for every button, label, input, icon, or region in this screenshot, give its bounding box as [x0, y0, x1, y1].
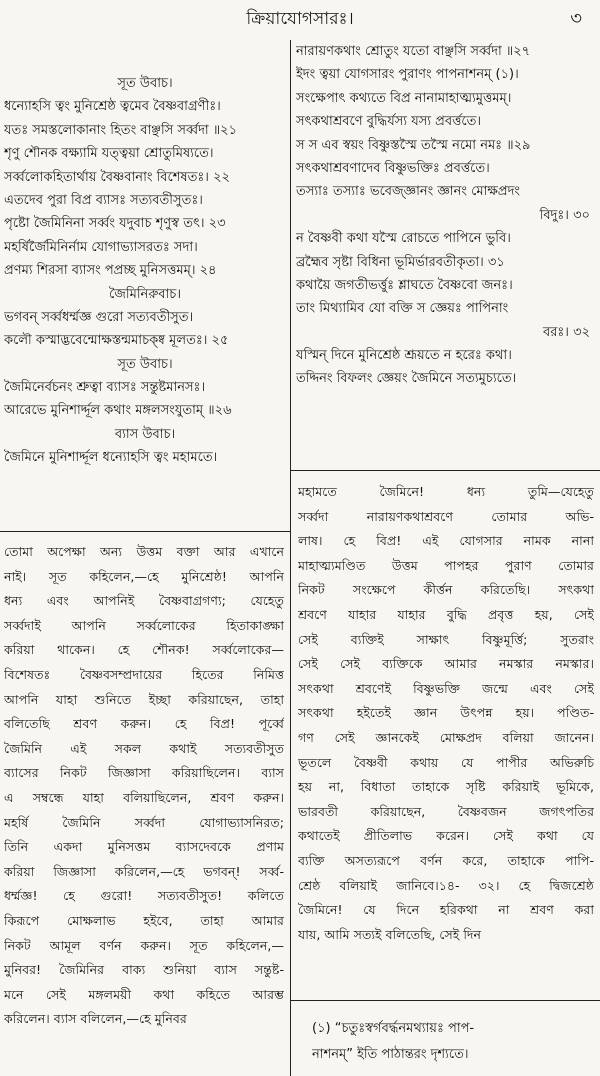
- translation-line: নিকট সংক্ষেপে কীর্ত্তন করিতেছি। সৎকথা: [298, 582, 594, 598]
- translation-line: সৎকথা হইতেই জ্ঞান উৎপন্ন হয়। পণ্ডিত-: [298, 705, 594, 721]
- translation-line: ভূতলে বৈষ্ণবী কথায় যে পাপীর অভিরুচি: [298, 754, 594, 770]
- translation-line: ব্যাসের নিকট জিজ্ঞাসা করিয়াছিলেন। ব্যাস: [4, 765, 284, 781]
- verse-line: ভগবন্‌ সর্ব্বধর্ম্মজ্ঞ গুরো সত্যবতীসুত।: [4, 309, 194, 325]
- verse-line: সূত উবাচ।: [117, 356, 173, 372]
- right-verse-block: [296, 40, 596, 465]
- verse-line: কথায়ৈ জগতীভর্ত্তুঃ শ্লাঘতে বৈষ্ণবো জনঃ।: [296, 277, 513, 293]
- verse-line: জৈমিনের্বচনং শ্রুত্বা ব্যাসঃ সন্তুষ্টমানসঃ।: [4, 380, 206, 396]
- verse-line: শৃণু শৌনক বক্ষ্যামি যত্ত্বয়া শ্রোতুমিষ্যতে।: [4, 146, 214, 162]
- verse-line: সৎকথাশ্রবণে বুদ্ধির্যস্য যস্য প্রবর্ত্ততে।: [296, 114, 482, 130]
- translation-line: কিরূপে মোক্ষলাভ হইবে, তাহা আমার: [4, 912, 284, 928]
- verse-line: তদ্দিনং বিফলং জ্ঞেয়ং জৈমিনে সত্যমুচ্যতে।: [296, 371, 517, 387]
- left-verse-block: [4, 72, 286, 522]
- verse-line: আরেভে মুনিশার্দ্দূল কথাং মঙ্গলসংযুতাম্‌ ॥২৬: [4, 403, 232, 419]
- translation-line: করিয়া জিজ্ঞাসা করিলেন,—হে ভগবন্‌! সর্ব্ব-: [4, 863, 284, 879]
- verse-line: এতদেব পুরা বিপ্র ব্যাসঃ সত্যবতীসুতঃ।: [4, 192, 203, 208]
- verse-line: তাং মিথ্যামিব যো বক্তি স জ্ঞেয়ঃ পাপিনাং: [296, 301, 509, 317]
- translation-line: মহামতে জৈমিনে! ধন্য তুমি—যেহেতু: [298, 484, 594, 499]
- translation-line: যায়, আমি সত্যই বলিতেছি, সেই দিন: [298, 926, 482, 942]
- translation-line: গণ সেই জ্ঞানকেই মোক্ষপ্রদ বলিয়া জানেন।: [298, 729, 594, 745]
- left-translation-block: [4, 540, 284, 1076]
- right-section-divider: [290, 470, 600, 471]
- column-divider: [290, 40, 291, 1076]
- page-header: [0, 0, 600, 36]
- verse-line: সৎকথাশ্রবণাদেব বিষ্ণুভক্তিঃ প্রবর্ত্ততে।: [296, 160, 490, 176]
- verse-line: বরঃ। ৩২: [542, 324, 590, 340]
- page-title: ক্রিয়াযোগসারঃ।: [246, 9, 354, 29]
- verse-line: সংক্ষেপাৎ কথ্যতে বিপ্র নানামাহাত্ম্যমুত্তমম্‌।: [296, 90, 512, 106]
- translation-line: ব্যক্তি অসত্যরূপে বর্ণন করে, তাহাকে পাপি-: [298, 852, 594, 868]
- verse-line: ব্যাস উবাচ।: [114, 426, 176, 442]
- translation-line: বলিতেছি শ্রবণ করুন। হে বিপ্র! পূর্ব্বে: [4, 716, 284, 732]
- footnote: [312, 1016, 596, 1074]
- translation-line: ধর্ম্মজ্ঞ! হে গুরো! সত্যবতীসুত! কলিতে: [4, 888, 284, 904]
- translation-line: সর্ব্বদা নারায়ণকথাশ্রবণে তোমার অভি-: [298, 508, 594, 524]
- translation-line: মনে সেই মঙ্গলময়ী কথা কহিতে আরম্ভ: [4, 986, 284, 1002]
- verse-line: ধন্যোহসি ত্বং মুনিশ্রেষ্ঠ ত্বমেব বৈষ্ণবাগ্রণীঃ।: [4, 99, 221, 115]
- translation-line: লাষ। হে বিপ্র! এই যোগসার নামক নানা: [298, 533, 594, 549]
- translation-line: তিনি একদা মুনিসত্তম ব্যাসদেবকে প্রণাম: [4, 839, 284, 855]
- verse-line: নারায়ণকথাং শ্রোতুং যতো বাঞ্ছসি সর্ব্বদা ॥২৭: [296, 44, 531, 59]
- right-translation-block: [298, 480, 594, 996]
- translation-line: আপনি যাহা শুনিতে ইচ্ছা করিয়াছেন, তাহা: [4, 691, 284, 707]
- translation-line: সর্ব্বদাই আপনি সর্ব্বলোকের হিতাকাঙ্ক্ষা: [4, 617, 284, 633]
- translation-line: জৈমিনি এই সকল কথাই সত্যবতীসুত: [4, 740, 284, 756]
- verse-line: সূত উবাচ।: [117, 76, 173, 91]
- verse-line: ন বৈষ্ণবী কথা যস্মৈ রোচতে পাপিনে ভুবি।: [296, 231, 511, 247]
- footnote-line: নাশনম্‌” ইতি পাঠান্তরং দৃশ্যতে।: [312, 1047, 469, 1062]
- verse-line: বিদুঃ। ৩০: [539, 207, 590, 223]
- verse-line: কলৌ কস্মাদ্ভবেন্মোক্ষস্তন্মমাচক্ষ্ব মূলতঃ। ২৫: [4, 333, 229, 349]
- translation-line: নিকট আমূল বর্ণন করুন। সূত কহিলেন,—: [4, 937, 284, 953]
- translation-line: হয় না, বিধাতা তাহাকে সৃষ্টি করিয়াই ভূমিকে,: [298, 779, 594, 795]
- translation-line: মুনিবর! জৈমিনির বাক্য শুনিয়া ব্যাস সন্তুষ্ট-: [4, 962, 284, 978]
- verse-line: মহর্ষির্জৈমিনির্নাম যোগাভ্যাসরতঃ সদা।: [4, 239, 198, 255]
- translation-line: শ্রেষ্ঠ বলিয়াই জানিবে।১৪- ৩২। হে দ্বিজশ্রেষ্ঠ: [298, 877, 594, 893]
- footnote-line: (১) “চতুঃস্বর্গবর্দ্ধনমথ্যায়ঃ পাপ-: [312, 1021, 475, 1036]
- translation-line: নাই। সূত কহিলেন,—হে মুনিশ্রেষ্ঠ! আপনি: [4, 568, 284, 584]
- verse-line: যতঃ সমস্তলোকানাং হিতং বাঞ্ছসি সর্ব্বদা ॥২১: [4, 122, 238, 138]
- verse-line: পৃষ্টো জৈমিনিনা সর্ব্বং যদুবাচ শৃণুস্ব তৎ। ২৩: [4, 216, 226, 232]
- verse-line: ব্রহ্মৈব সৃষ্টা বিধিনা ভূমির্ভারবতীকৃতা। ৩১: [296, 254, 505, 270]
- translation-line: কথাতেই প্রীতিলাভ করেন। সেই কথা যে: [298, 828, 594, 844]
- verse-line: জৈমিনিরুবাচ।: [109, 286, 181, 302]
- translation-line: মহর্ষি জৈমিনি সর্ব্বদা যোগাভ্যাসনিরত;: [4, 814, 284, 830]
- footnote-divider: [290, 1000, 600, 1001]
- translation-line: করিয়া থাকেন। হে শৌনক! সর্ব্বলোকের—: [4, 642, 284, 658]
- verse-line: সর্ব্বলোকহিতার্থায় বৈষ্ণবানাং বিশেষতঃ। ২২: [4, 169, 230, 185]
- left-section-divider: [0, 531, 290, 532]
- translation-line: ভারবতী করিয়াছেন, বৈষ্ণবজন জগৎপতির: [298, 803, 594, 819]
- translation-line: সৎকথা শ্রবণেই বিষ্ণুভক্তি জন্মে এবং সেই: [298, 680, 594, 696]
- verse-line: প্রণম্য শিরসা ব্যাসং পপ্রচ্ছ মুনিসত্তমম্‌। ২৪: [4, 263, 217, 279]
- translation-line: করিলেন। ব্যাস বলিলেন,—হে মুনিবর: [4, 1011, 187, 1027]
- verse-line: জৈমিনে মুনিশার্দ্দূল ধন্যোহসি ত্বং মহামতে।: [4, 450, 218, 466]
- translation-line: সেই সেই ব্যক্তিকে আমার নমস্কার নমস্কার।: [298, 656, 594, 672]
- verse-line: ইদং ত্বয়া যোগসারং পুরাণং পাপনাশনম্‌ (১)।: [296, 67, 519, 83]
- verse-line: তস্যাঃ তস্যাঃ ভবেজ্জ্ঞানং জ্ঞানং মোক্ষপ্রদং: [296, 184, 520, 200]
- translation-line: শ্রবণে যাহার যাহার বুদ্ধি প্রবৃত্ত হয়, সেই: [298, 606, 594, 622]
- page-number: ৩: [570, 8, 582, 29]
- translation-line: ধন্য এবং আপনিই বৈষ্ণবাগ্রগণ্য; যেহেতু: [4, 593, 284, 609]
- translation-line: সেই ব্যক্তিই সাক্ষাৎ বিষ্ণুমূর্ত্তি; সুতরাং: [298, 631, 594, 647]
- verse-line: স স এব স্বয়ং বিষ্ণুস্তস্মৈ তস্মৈ নমো নমঃ ॥২৯: [296, 137, 531, 153]
- translation-line: জৈমিনে! যে দিনে হরিকথা না শ্রবণ করা: [298, 902, 594, 918]
- translation-line: তোমা অপেক্ষা অন্য উত্তম বক্তা আর এখানে: [4, 544, 284, 559]
- translation-line: বিশেষতঃ বৈষ্ণবসম্প্রদায়ের হিতের নিমিত্ত: [4, 666, 284, 682]
- translation-line: মাহাত্ম্যমণ্ডিত উত্তম পাপহর পুরাণ তোমার: [298, 557, 594, 573]
- translation-line: এ সম্বন্ধে যাহা বলিয়াছিলেন, শ্রবণ করুন।: [4, 789, 284, 805]
- verse-line: যস্মিন্‌ দিনে মুনিশ্রেষ্ঠ শ্রূয়তে ন হরেঃ কথা।: [296, 348, 512, 364]
